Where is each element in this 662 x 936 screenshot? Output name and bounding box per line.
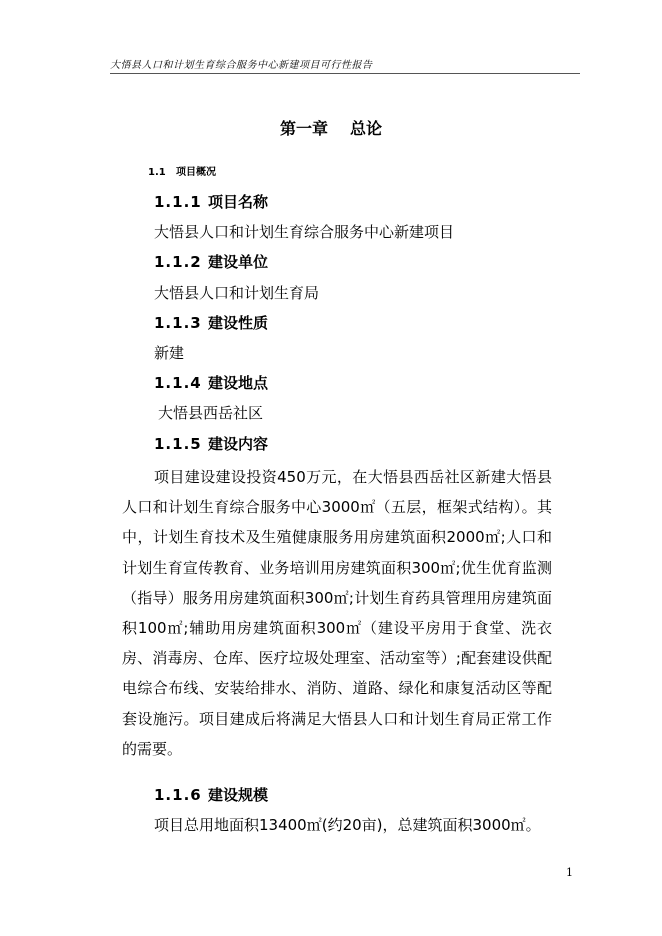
subsection-content: 大悟县西岳社区 — [158, 404, 264, 422]
subsection-title: 建设单位 — [208, 253, 269, 271]
subsection-heading — [154, 191, 268, 212]
subsection-content: 项目总用地面积13400㎡(约20亩)，总建筑面积3000㎡。 — [154, 816, 541, 834]
subsection-number: 1.1.6 — [154, 786, 202, 804]
subsection-number: 1.1.3 — [154, 314, 202, 332]
subsection-title: 建设规模 — [208, 786, 269, 804]
header-divider — [110, 73, 580, 74]
subsection-title: 项目名称 — [208, 193, 269, 211]
subsection-content: 大悟县人口和计划生育局 — [154, 284, 320, 302]
subsection-title: 建设地点 — [208, 374, 269, 392]
subsection-number: 1.1.4 — [154, 374, 202, 392]
body-paragraph — [122, 462, 552, 764]
running-header: 大悟县人口和计划生育综合服务中心新建项目可行性报告 — [110, 60, 373, 71]
subsection-title: 建设内容 — [208, 435, 269, 453]
subsection-number: 1.1.2 — [154, 253, 202, 271]
subsection-heading — [154, 433, 268, 454]
subsection-heading — [154, 312, 268, 333]
subsection-heading — [154, 372, 268, 393]
section-heading — [148, 163, 216, 178]
subsection-number: 1.1.1 — [154, 193, 202, 211]
subsection-content: 新建 — [154, 344, 185, 362]
section-title: 项目概况 — [176, 167, 216, 178]
subsection-heading — [154, 251, 268, 272]
subsection-content: 项目建设建设投资450万元，在大悟县西岳社区新建大悟县人口和计划生育综合服务中心3000㎡（五层，框架式结构）。其中，计划生育技术及生殖健康服务用房建筑面积2000㎡;人口和计划生育宣传教育、业务培训用房建筑面积300㎡;优生优育监测（指导）服务用房建筑面积300㎡;计划生育药具管理用房建筑面积100㎡;辅助用房建筑面积300㎡（建设平房用于食堂、洗衣房、消毒房、仓库、医疗垃圾处理室、活动室等）;配套建设供配电综合布线、安装给排水、消防、道路、绿化和康复活动区等配套设施污。项目建成后将满足大悟县人口和计划生育局正常工作的需要。 — [122, 468, 552, 758]
subsection-heading — [154, 784, 268, 805]
chapter-name: 总论 — [350, 119, 383, 138]
page-number: 1 — [566, 866, 573, 879]
section-number: 1.1 — [148, 167, 166, 178]
subsection-content: 大悟县人口和计划生育综合服务中心新建项目 — [154, 223, 455, 241]
subsection-number: 1.1.5 — [154, 435, 202, 453]
subsection-title: 建设性质 — [208, 314, 269, 332]
chapter-label: 第一章 — [279, 119, 328, 138]
chapter-title — [0, 116, 662, 139]
